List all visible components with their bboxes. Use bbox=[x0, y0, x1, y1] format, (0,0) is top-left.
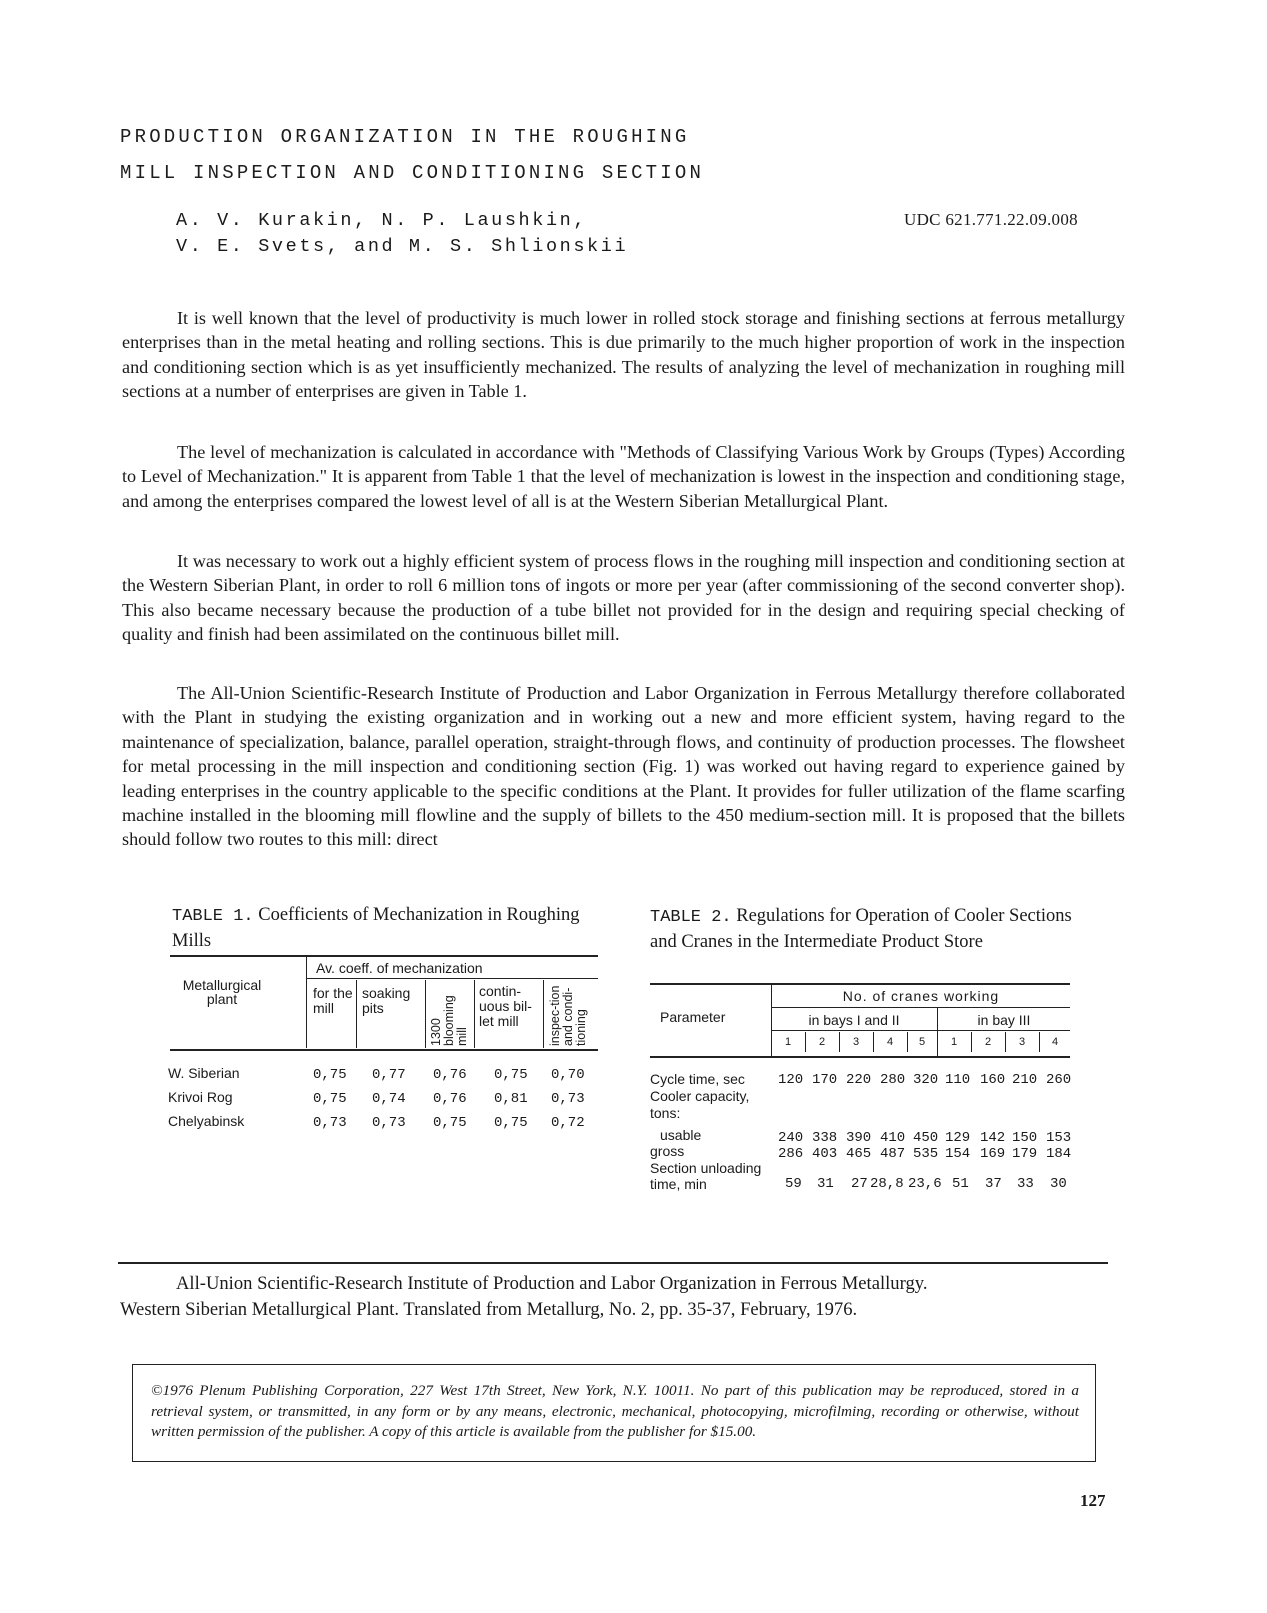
table2-crane-number: 2 bbox=[818, 1036, 826, 1048]
table2-cell: 320 bbox=[913, 1072, 939, 1088]
table2-row-label: usable bbox=[660, 1127, 702, 1143]
table1-cell: 0,75 bbox=[313, 1067, 347, 1083]
affiliation-line-2: Western Siberian Metallurgical Plant. Translated from Metallurg, No. 2, pp. 35-37, February, 1976. bbox=[120, 1299, 858, 1320]
table1-col-sep-2 bbox=[425, 980, 426, 1048]
table2-cell: 286 bbox=[778, 1146, 804, 1162]
table2-cell: 120 bbox=[778, 1072, 804, 1088]
table2-caption bbox=[650, 904, 1080, 954]
table2-row-label: gross bbox=[650, 1143, 685, 1159]
table2-group-header: No. of cranes working bbox=[842, 988, 1000, 1004]
table1-col-for-the-mill: for the mill bbox=[313, 985, 353, 1016]
table2-cell: 240 bbox=[778, 1130, 804, 1146]
table1-cell: 0,73 bbox=[313, 1115, 347, 1131]
table2-cell: 535 bbox=[913, 1146, 939, 1162]
table2-bays-b: in bay III bbox=[977, 1012, 1031, 1028]
table2-cell: 487 bbox=[880, 1146, 906, 1162]
table1-cell: 0,75 bbox=[433, 1115, 467, 1131]
copyright-box bbox=[132, 1364, 1096, 1462]
table1-caption bbox=[172, 903, 602, 953]
table2-cell: 59 bbox=[785, 1176, 802, 1192]
table1-cell: 0,72 bbox=[551, 1115, 585, 1131]
table2-cell: 280 bbox=[880, 1072, 906, 1088]
table2-cell: 390 bbox=[846, 1130, 872, 1146]
table2-cell: 184 bbox=[1046, 1146, 1072, 1162]
table2-crane-number: 4 bbox=[886, 1036, 894, 1048]
table1-top-rule bbox=[170, 955, 598, 957]
article-title-line-1: PRODUCTION ORGANIZATION IN THE ROUGHING bbox=[120, 126, 690, 148]
table2-row-label: Section unloading time, min bbox=[650, 1160, 762, 1192]
table1-cell: 0,74 bbox=[372, 1091, 406, 1107]
table1-cell: 0,77 bbox=[372, 1067, 406, 1083]
table2-crane-number: 1 bbox=[950, 1036, 958, 1048]
table2-cell: 260 bbox=[1046, 1072, 1072, 1088]
table2-caption-lead: TABLE 2. bbox=[650, 908, 732, 927]
table2-cell: 31 bbox=[817, 1176, 834, 1192]
table1-row-plant: W. Siberian bbox=[168, 1065, 240, 1081]
table1-cell: 0,75 bbox=[313, 1091, 347, 1107]
table2-cell: 338 bbox=[812, 1130, 838, 1146]
table1-divider bbox=[306, 955, 307, 1048]
table2-cell: 153 bbox=[1046, 1130, 1072, 1146]
table2-cell: 220 bbox=[846, 1072, 872, 1088]
table2-top-rule bbox=[650, 983, 1070, 985]
affiliation-line-1: All-Union Scientific-Research Institute of Production and Labor Organization in Ferrous Metallurgy. bbox=[176, 1273, 928, 1294]
table1-cell: 0,75 bbox=[494, 1067, 528, 1083]
table1-group-header: Av. coeff. of mechanization bbox=[316, 960, 483, 976]
table2-cell: 110 bbox=[945, 1072, 971, 1088]
table2-cell: 403 bbox=[812, 1146, 838, 1162]
table1-col-blooming-mill: 1300 blooming mill bbox=[429, 995, 469, 1046]
table2-cell: 129 bbox=[945, 1130, 971, 1146]
table2-cell: 150 bbox=[1012, 1130, 1038, 1146]
table1-cell: 0,73 bbox=[372, 1115, 406, 1131]
table2-cell: 179 bbox=[1012, 1146, 1038, 1162]
table1-row-header: Metallurgical plant bbox=[182, 977, 262, 1007]
table2-cell: 170 bbox=[812, 1072, 838, 1088]
table2-param-header: Parameter bbox=[660, 1009, 726, 1025]
table2-crane-number: 3 bbox=[1018, 1036, 1026, 1048]
table2-cell: 154 bbox=[945, 1146, 971, 1162]
table1-col-sep-3 bbox=[474, 980, 475, 1048]
table2-cell: 27 bbox=[851, 1176, 868, 1192]
table2-crane-number: 4 bbox=[1051, 1036, 1059, 1048]
table1-col-sep-4 bbox=[543, 980, 544, 1048]
authors-line-1: A. V. Kurakin, N. P. Laushkin, bbox=[176, 210, 588, 231]
table2-cell: 450 bbox=[913, 1130, 939, 1146]
table1-col-sep-1 bbox=[356, 980, 357, 1048]
table2-bays-a: in bays I and II bbox=[808, 1012, 900, 1028]
table1-cell: 0,81 bbox=[494, 1091, 528, 1107]
table1-cell: 0,73 bbox=[551, 1091, 585, 1107]
footnote-rule bbox=[118, 1262, 1108, 1264]
paragraph-3: It was necessary to work out a highly efficient system of process flows in the roughing mill inspection and conditioning section at the Western Siberian Plant, in order to roll 6 million tons of ingots or more per year (after commissioning of the second converter shop). This also became necessary because the production of a tube billet not provided for in the design and requiring special checking of quality and finish had been assimilated on the continuous billet mill. bbox=[122, 551, 1125, 645]
paragraph-1: It is well known that the level of productivity is much lower in rolled stock storage and finishing sections at ferrous metallurgy enterprises than in the metal heating and rolling sections. This is due primarily to the much higher proportion of work in the inspection and conditioning section which is as yet insufficiently mechanized. The results of analyzing the level of mechanization in roughing mill sections at a number of enterprises are given in Table 1. bbox=[122, 308, 1125, 402]
table1-row-plant: Krivoi Rog bbox=[168, 1089, 233, 1105]
table2-cell: 169 bbox=[980, 1146, 1006, 1162]
table2-cell: 28,8 bbox=[870, 1176, 904, 1192]
table2-cell: 142 bbox=[980, 1130, 1006, 1146]
article-title-line-2: MILL INSPECTION AND CONDITIONING SECTION bbox=[120, 162, 705, 184]
table2-header-rule bbox=[650, 1056, 1070, 1058]
table1-cell: 0,76 bbox=[433, 1091, 467, 1107]
table2-crane-number: 5 bbox=[918, 1036, 926, 1048]
table1-cell: 0,75 bbox=[494, 1115, 528, 1131]
page-number: 127 bbox=[1080, 1491, 1106, 1510]
udc-code: UDC 621.771.22.09.008 bbox=[904, 210, 1078, 229]
table2-crane-number: 2 bbox=[984, 1036, 992, 1048]
table1-cell: 0,70 bbox=[551, 1067, 585, 1083]
table1-caption-text: Coefficients of Mechanization in Roughing Mills bbox=[172, 905, 580, 951]
table2-caption-text: Regulations for Operation of Cooler Sections and Cranes in the Intermediate Product Store bbox=[650, 906, 1072, 952]
table1-col-continuous-mill: contin-uous bil-let mill bbox=[479, 983, 532, 1029]
table2-cell: 160 bbox=[980, 1072, 1006, 1088]
table1-header-rule bbox=[170, 1049, 598, 1051]
table2-bays-rule bbox=[771, 1030, 1070, 1031]
paragraph-4: The All-Union Scientific-Research Institute of Production and Labor Organization in Ferrous Metallurgy therefore collaborated with the Plant in studying the existing organization and in working out a new and more efficient system, having regard to the maintenance of specialization, balance, parallel operation, straight-through flows, and continuity of production processes. The flowsheet for metal processing in the mill inspection and conditioning section (Fig. 1) was worked out having regard to experience gained by leading enterprises in the country applicable to the specific conditions at the Plant. It provides for fuller utilization of the flame scarfing machine installed in the blooming mill flowline and the supply of billets to the 450 medium-section mill. It is proposed that the billets should follow two routes to this mill: direct bbox=[122, 683, 1125, 850]
table2-cell: 210 bbox=[1012, 1072, 1038, 1088]
table2-group-rule bbox=[771, 1007, 1070, 1008]
table1-col-soaking-pits: soaking pits bbox=[362, 985, 411, 1016]
copyright-notice: ©1976 Plenum Publishing Corporation, 227 West 17th Street, New York, N.Y. 10011. No part of this publication may be reproduced, stored in a retrieval system, or transmitted, in any form or by any means, electronic, mechanical, photocopying, microfilming, recording or otherwise, without written permission of the publisher. A copy of this article is available from the publisher for $15.00. bbox=[151, 1382, 1079, 1440]
table2-cell: 23,6 bbox=[908, 1176, 942, 1192]
table2-cell: 465 bbox=[846, 1146, 872, 1162]
table2-cell: 37 bbox=[985, 1176, 1002, 1192]
paragraph-2: The level of mechanization is calculated in accordance with "Methods of Classifying Various Work by Groups (Types) According to Level of Mechanization." It is apparent from Table 1 that the level of mechanization is lowest in the inspection and conditioning stage, and among the enterprises compared the lowest level of all is at the Western Siberian Metallurgical Plant. bbox=[122, 442, 1125, 511]
table1-row-plant: Chelyabinsk bbox=[168, 1113, 245, 1129]
table2-crane-number: 3 bbox=[852, 1036, 860, 1048]
table2-row-label: Cycle time, sec bbox=[650, 1071, 745, 1087]
table2-row-label: Cooler capacity, tons: bbox=[650, 1088, 750, 1121]
table2-cell: 51 bbox=[952, 1176, 969, 1192]
table1-group-rule bbox=[306, 978, 598, 979]
table1-caption-lead: TABLE 1. bbox=[172, 907, 254, 926]
table1-col-inspection: inspec-tion and condi-tioning bbox=[548, 985, 588, 1046]
table1-cell: 0,76 bbox=[433, 1067, 467, 1083]
table2-cell: 30 bbox=[1050, 1176, 1067, 1192]
table2-cell: 33 bbox=[1017, 1176, 1034, 1192]
table2-crane-number: 1 bbox=[784, 1036, 792, 1048]
table2-cell: 410 bbox=[880, 1130, 906, 1146]
authors-line-2: V. E. Svets, and M. S. Shlionskii bbox=[176, 236, 629, 257]
